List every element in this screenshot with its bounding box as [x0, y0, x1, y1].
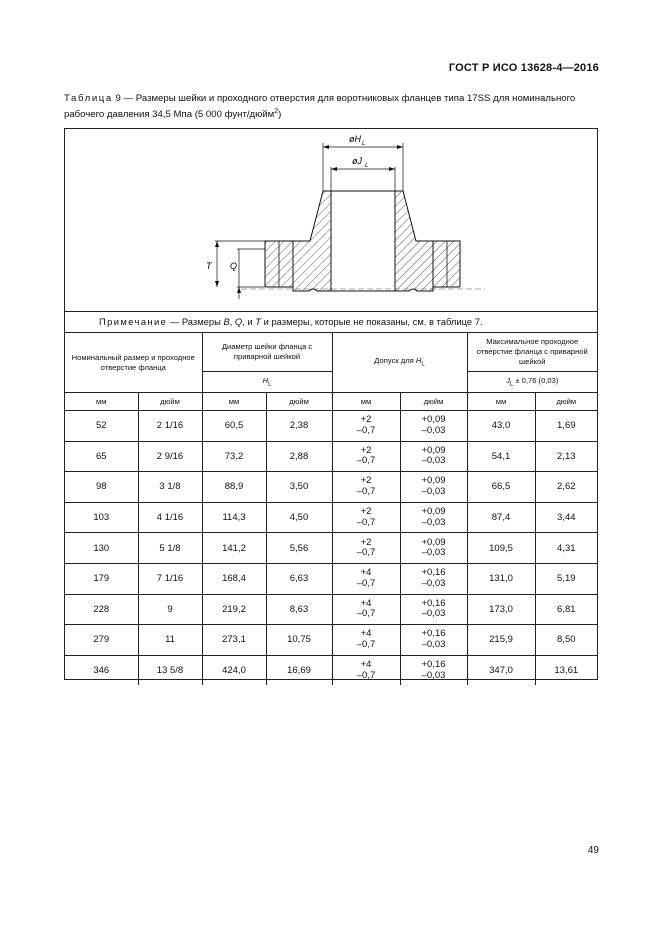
unit-cell: мм [332, 393, 400, 411]
table-row [65, 472, 597, 503]
units-row [65, 393, 597, 411]
table-cell: 228 [65, 594, 138, 625]
table-cell [400, 563, 467, 594]
tolerance-minus: –0,03 [421, 455, 446, 467]
table-cell: 7 1/16 [138, 563, 202, 594]
table-cell: 109,5 [467, 533, 535, 564]
flange-section-svg [65, 129, 597, 311]
table-cell: 4 1/16 [138, 502, 202, 533]
j-dimension-label: øJ [352, 156, 362, 166]
tolerance-header-text: Допуск для [374, 355, 416, 365]
unit-cell: мм [467, 393, 535, 411]
table-cell: 3,44 [535, 502, 597, 533]
table-row [65, 441, 597, 472]
tolerance-minus: –0,7 [356, 547, 376, 559]
tolerance-plus: +4 [360, 567, 372, 579]
unit-cell: дюйм [400, 393, 467, 411]
table-cell: 141,2 [202, 533, 266, 564]
tolerance-plus: +0,16 [421, 567, 446, 579]
table-cell: 3,50 [266, 472, 332, 503]
table-cell [332, 502, 400, 533]
table-cell [400, 594, 467, 625]
tolerance-minus: –0,03 [421, 516, 446, 528]
table-cell: 88,9 [202, 472, 266, 503]
table-cell [332, 655, 400, 685]
table-caption [64, 92, 604, 121]
table-cell: 273,1 [202, 625, 266, 656]
table-cell: 219,2 [202, 594, 266, 625]
tolerance-minus: –0,03 [421, 547, 446, 559]
neck-symbol-idx: L [268, 381, 272, 388]
tolerance-minus: –0,7 [356, 485, 376, 497]
table-cell: 5,56 [266, 533, 332, 564]
tolerance-minus: –0,7 [356, 577, 376, 589]
neck-diameter-symbol [202, 372, 332, 393]
table-cell: 6,63 [266, 563, 332, 594]
tolerance-plus: +2 [360, 444, 372, 456]
unit-cell: мм [65, 393, 138, 411]
table-cell: 65 [65, 441, 138, 472]
table-cell: 43,0 [467, 411, 535, 442]
table-cell: 13,61 [535, 655, 597, 685]
tolerance-plus: +4 [360, 659, 372, 671]
unit-cell: дюйм [535, 393, 597, 411]
table-cell: 2 1/16 [138, 411, 202, 442]
h-dimension-label: øH [349, 134, 361, 144]
note-text-3: , и [242, 316, 256, 327]
tolerance-minus: –0,7 [356, 638, 376, 650]
j-dimension-index: L [365, 163, 369, 169]
tolerance-minus: –0,7 [356, 424, 376, 436]
tolerance-minus: –0,03 [421, 424, 446, 436]
caption-label: Таблица [64, 93, 113, 104]
caption-text-end: ) [278, 109, 282, 121]
table-cell: 60,5 [202, 411, 266, 442]
table-cell: 54,1 [467, 441, 535, 472]
table-cell [332, 594, 400, 625]
dimensions-table [65, 333, 597, 685]
tolerance-minus: –0,7 [356, 516, 376, 528]
note-var-q: Q [234, 316, 243, 327]
table-cell: 8,50 [535, 625, 597, 656]
col-max-bore-header: Максимальное проходное отверстие фланца с приварной шейкой [467, 333, 597, 372]
table-cell: 13 5/8 [138, 655, 202, 685]
table-cell: 279 [65, 625, 138, 656]
table-note [65, 311, 597, 333]
table-cell: 3 1/8 [138, 472, 202, 503]
tolerance-plus: +2 [360, 475, 372, 487]
table-cell: 4,50 [266, 502, 332, 533]
table-cell: 130 [65, 533, 138, 564]
tolerance-header-var: H [415, 355, 422, 365]
table-cell: 2,88 [266, 441, 332, 472]
note-text-4: и размеры, которые не показаны, см. в таблице 7. [261, 316, 483, 327]
table-cell [400, 441, 467, 472]
table-cell: 4,31 [535, 533, 597, 564]
table-cell [332, 625, 400, 656]
flange-right-section [433, 241, 460, 287]
table-cell: 131,0 [467, 563, 535, 594]
table-cell: 8,63 [266, 594, 332, 625]
table-cell: 2,38 [266, 411, 332, 442]
table-cell: 346 [65, 655, 138, 685]
tolerance-minus: –0,7 [356, 608, 376, 620]
table-cell [400, 625, 467, 656]
tolerance-plus: +0,16 [421, 659, 446, 671]
tolerance-minus: –0,03 [421, 638, 446, 650]
table-row [65, 533, 597, 564]
tolerance-plus: +0,09 [421, 414, 446, 426]
note-var-b: B [223, 316, 230, 327]
tolerance-plus: +2 [360, 506, 372, 518]
bore-symbol-idx: L [509, 381, 514, 388]
tolerance-plus: +0,16 [421, 628, 446, 640]
table-cell: 6,81 [535, 594, 597, 625]
tolerance-minus: –0,7 [356, 669, 376, 681]
table-row [65, 563, 597, 594]
table-cell: 2,13 [535, 441, 597, 472]
max-bore-symbol [467, 372, 597, 393]
tolerance-plus: +0,16 [421, 597, 446, 609]
table-cell [332, 441, 400, 472]
table-cell [400, 411, 467, 442]
table-cell [400, 533, 467, 564]
table-cell: 2,62 [535, 472, 597, 503]
tolerance-plus: +4 [360, 597, 372, 609]
table-row [65, 411, 597, 442]
table-cell: 98 [65, 472, 138, 503]
neck-symbol-var: H [262, 376, 269, 386]
tolerance-header-idx: L [421, 361, 425, 368]
col-tolerance-header [332, 333, 467, 393]
table-cell [332, 411, 400, 442]
col-nominal-header: Номинальный размер и проходное отверстие фланца [65, 333, 202, 393]
table-cell: 1,69 [535, 411, 597, 442]
tolerance-plus: +2 [360, 414, 372, 426]
bore-symbol-var: J [506, 376, 510, 386]
bore-symbol-rest: ± 0,76 (0,03) [513, 376, 559, 386]
table-row [65, 502, 597, 533]
hub-left-section [293, 191, 331, 291]
table-cell [332, 563, 400, 594]
table-cell: 114,3 [202, 502, 266, 533]
table-cell [332, 472, 400, 503]
table-cell: 215,9 [467, 625, 535, 656]
table-cell: 87,4 [467, 502, 535, 533]
table-cell: 2 9/16 [138, 441, 202, 472]
t-dimension-label: T [206, 261, 212, 271]
caption-text: — Размеры шейки и проходного отверстия для воротниковых фланцев типа 17SS для номинального рабочего давления 34,5 Mпa (5 000 фунт/дюйм [64, 93, 576, 121]
tolerance-minus: –0,03 [421, 485, 446, 497]
flange-drawing [65, 129, 597, 312]
tolerance-plus: +4 [360, 628, 372, 640]
note-dash: — [167, 316, 182, 327]
note-text-2: , [229, 316, 235, 327]
table-cell: 103 [65, 502, 138, 533]
table-row [65, 655, 597, 685]
table-cell: 66,5 [467, 472, 535, 503]
caption-superscript: 2 [274, 108, 279, 115]
caption-number: 9 [115, 93, 121, 104]
table-cell: 173,0 [467, 594, 535, 625]
h-dimension-index: L [362, 141, 366, 147]
tolerance-minus: –0,03 [421, 608, 446, 620]
tolerance-plus: +0,09 [421, 506, 446, 518]
tolerance-plus: +2 [360, 536, 372, 548]
table-cell: 5 1/8 [138, 533, 202, 564]
table-cell: 73,2 [202, 441, 266, 472]
table-cell: 347,0 [467, 655, 535, 685]
q-dimension-label: Q [230, 261, 238, 271]
table-cell: 9 [138, 594, 202, 625]
table-cell [332, 533, 400, 564]
table-cell: 5,19 [535, 563, 597, 594]
tolerance-minus: –0,7 [356, 455, 376, 467]
table-cell: 16,69 [266, 655, 332, 685]
table-frame [64, 128, 598, 680]
tolerance-plus: +0,09 [421, 536, 446, 548]
unit-cell: дюйм [266, 393, 332, 411]
table-row [65, 594, 597, 625]
header-row [65, 333, 597, 372]
tolerance-plus: +0,09 [421, 475, 446, 487]
table-cell: 168,4 [202, 563, 266, 594]
table-cell [400, 472, 467, 503]
unit-cell: мм [202, 393, 266, 411]
table-cell [400, 655, 467, 685]
tolerance-minus: –0,03 [421, 669, 446, 681]
note-text-1: Размеры [181, 316, 224, 327]
table-cell [400, 502, 467, 533]
tolerance-minus: –0,03 [421, 577, 446, 589]
table-cell: 11 [138, 625, 202, 656]
document-code: ГОСТ Р ИСО 13628-4—2016 [448, 62, 599, 74]
tolerance-plus: +0,09 [421, 444, 446, 456]
note-var-t: T [255, 316, 262, 327]
note-label: Примечание [99, 316, 168, 327]
table-row [65, 625, 597, 656]
table-cell: 424,0 [202, 655, 266, 685]
col-neck-diameter-header: Диаметр шейки фланца с приварной шейкой [202, 333, 332, 372]
table-cell: 179 [65, 563, 138, 594]
table-cell: 52 [65, 411, 138, 442]
unit-cell: дюйм [138, 393, 202, 411]
table-cell: 10,75 [266, 625, 332, 656]
page-number: 49 [587, 845, 599, 856]
hub-right-section [395, 191, 433, 291]
